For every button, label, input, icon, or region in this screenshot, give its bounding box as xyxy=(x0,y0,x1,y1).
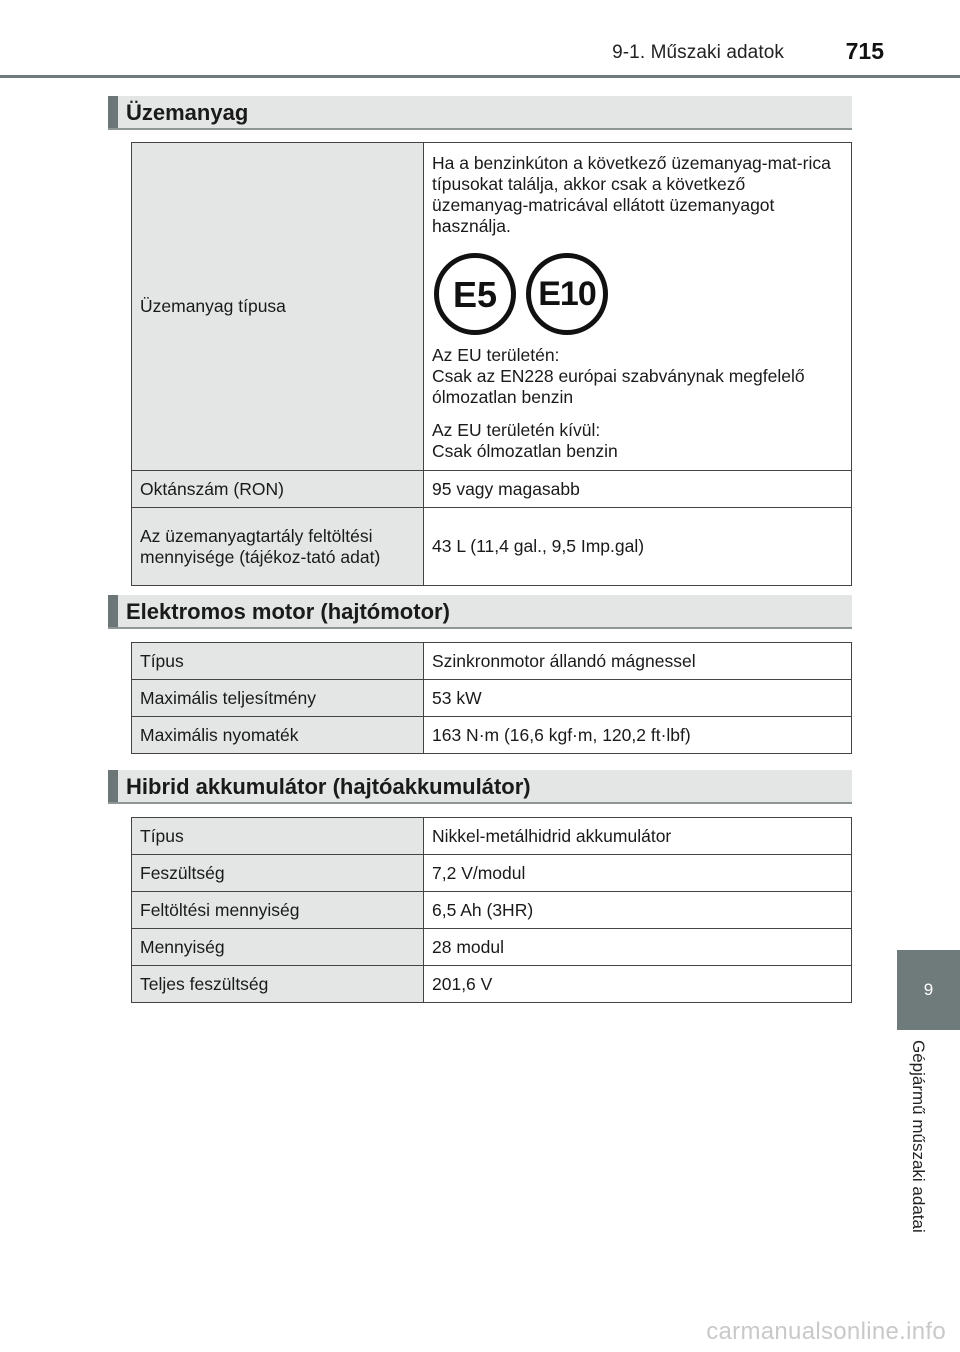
battery-row-label: Mennyiség xyxy=(132,929,424,966)
motor-row-label: Típus xyxy=(132,643,424,680)
table-row xyxy=(132,818,852,855)
fuel-badges xyxy=(434,253,843,335)
battery-row-label: Típus xyxy=(132,818,424,855)
battery-row-value: 7,2 V/modul xyxy=(424,855,852,892)
e10-fuel-badge-icon: E10 xyxy=(526,253,608,335)
octane-value: 95 vagy magasabb xyxy=(424,471,852,508)
chapter-side-label: Gépjármű műszaki adatai xyxy=(909,1040,928,1233)
chapter-title: 9-1. Műszaki adatok xyxy=(612,42,784,63)
eu-outside-text: Csak ólmozatlan benzin xyxy=(432,441,618,461)
battery-row-value: 6,5 Ah (3HR) xyxy=(424,892,852,929)
fuel-table xyxy=(131,142,852,586)
eu-inside-text: Csak az EN228 európai szabványnak megfelelő ólmozatlan benzin xyxy=(432,366,805,407)
motor-row-label: Maximális nyomaték xyxy=(132,717,424,754)
header-divider xyxy=(0,75,960,78)
section-header-battery xyxy=(108,770,852,804)
table-row xyxy=(132,929,852,966)
section-header-motor xyxy=(108,595,852,629)
section-title-fuel: Üzemanyag xyxy=(126,100,249,125)
table-row xyxy=(132,892,852,929)
section-title-motor: Elektromos motor (hajtómotor) xyxy=(126,599,450,624)
motor-row-value: 163 N·m (16,6 kgf·m, 120,2 ft·lbf) xyxy=(424,717,852,754)
section-title-battery: Hibrid akkumulátor (hajtóakkumulátor) xyxy=(126,774,531,799)
octane-label: Oktánszám (RON) xyxy=(132,471,424,508)
motor-table xyxy=(131,642,852,754)
eu-outside-heading: Az EU területén kívül: xyxy=(432,420,601,440)
battery-row-label: Feszültség xyxy=(132,855,424,892)
battery-row-value: Nikkel-metálhidrid akkumulátor xyxy=(424,818,852,855)
fuel-type-label: Üzemanyag típusa xyxy=(132,143,424,471)
chapter-tab xyxy=(897,950,960,1030)
battery-row-label: Feltöltési mennyiség xyxy=(132,892,424,929)
table-row xyxy=(132,680,852,717)
motor-row-value: 53 kW xyxy=(424,680,852,717)
table-row xyxy=(132,471,852,508)
fuel-type-intro: Ha a benzinkúton a következő üzemanyag-mat-rica típusokat találja, akkor csak a következő üzemanyag-matricával ellátott üzemanyagot használja. xyxy=(432,153,831,236)
battery-table xyxy=(131,817,852,1003)
table-row xyxy=(132,966,852,1003)
table-row xyxy=(132,643,852,680)
table-row xyxy=(132,717,852,754)
table-row xyxy=(132,508,852,586)
battery-row-value: 28 modul xyxy=(424,929,852,966)
section-header-fuel xyxy=(108,96,852,130)
fuel-type-value xyxy=(424,143,852,471)
motor-row-value: Szinkronmotor állandó mágnessel xyxy=(424,643,852,680)
tank-capacity-value: 43 L (11,4 gal., 9,5 Imp.gal) xyxy=(424,508,852,586)
e5-fuel-badge-icon: E5 xyxy=(434,253,516,335)
table-row xyxy=(132,143,852,471)
battery-row-label: Teljes feszültség xyxy=(132,966,424,1003)
watermark: carmanualsonline.info xyxy=(706,1318,946,1345)
table-row xyxy=(132,855,852,892)
tank-capacity-label: Az üzemanyagtartály feltöltési mennyisége (tájékoz-tató adat) xyxy=(132,508,424,586)
chapter-tab-number: 9 xyxy=(923,980,934,999)
page-number: 715 xyxy=(845,38,884,64)
battery-row-value: 201,6 V xyxy=(424,966,852,1003)
motor-row-label: Maximális teljesítmény xyxy=(132,680,424,717)
eu-inside-heading: Az EU területén: xyxy=(432,345,560,365)
